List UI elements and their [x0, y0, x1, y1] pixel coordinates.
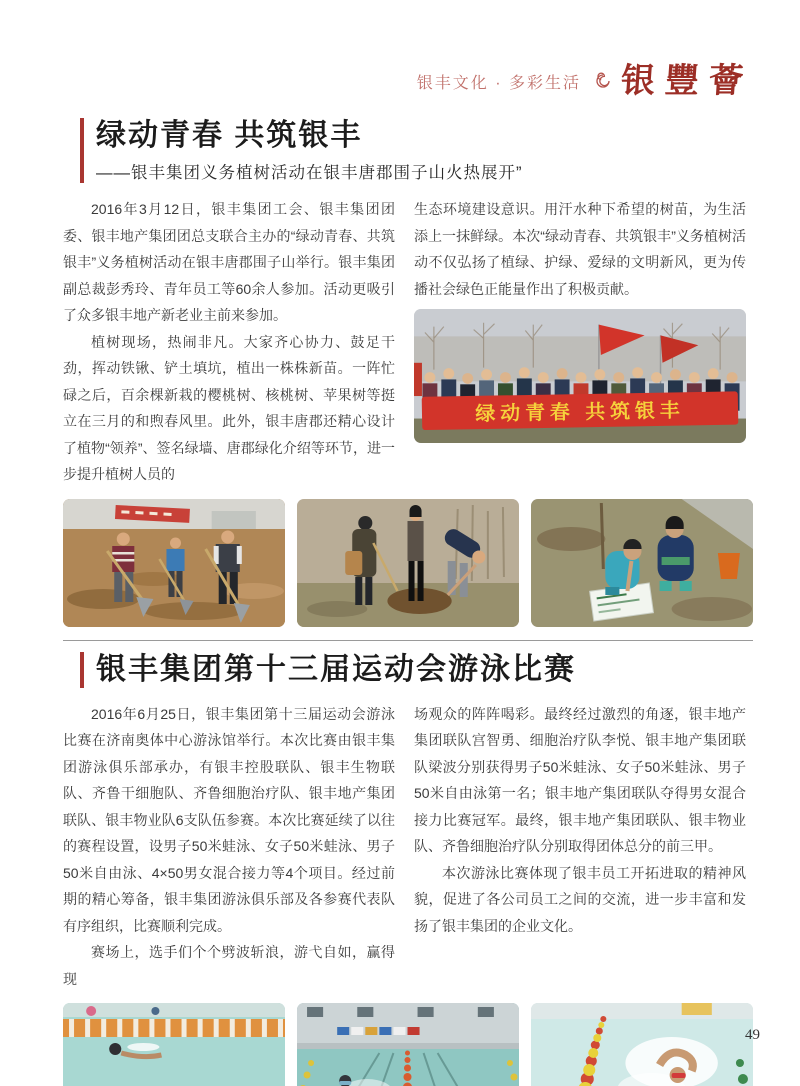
paragraph: 植树现场，热闹非凡。大家齐心协力、鼓足干劲，挥动铁锹、铲土填坑，植出一株株新苗。一阵忙碌之后，百余棵新栽的樱桃树、核桃树、苹果树等挺立在三月的和煦春风里。此外，银丰唐郡还精心设计了植物“领养”、签名绿墙、唐郡绿化介绍等环节，进一步提升植树人员的 — [63, 333, 395, 482]
photo-butterfly-swimmer — [63, 1003, 285, 1086]
photo-group-banner — [414, 309, 746, 443]
article1-body — [63, 196, 753, 488]
article1-title: 绿动青春 共筑银丰 — [96, 119, 363, 152]
magazine-tagline: 银丰文化 · 多彩生活 — [416, 74, 581, 92]
section-divider — [63, 640, 753, 641]
masthead — [63, 58, 753, 104]
article1-title-block — [80, 118, 753, 183]
page-content — [63, 58, 753, 1086]
paragraph: 2016年3月12日，银丰集团工会、银丰集团团委、银丰地产集团团总支联合主办的“绿动青春、共筑银丰”义务植树活动在银丰唐郡围子山举行。银丰集团副总裁彭秀玲、青年员工等60余人参加。活动更吸引了众多银丰地产新老业主前来参加。 — [63, 201, 395, 323]
background-swimmer — [109, 1043, 161, 1057]
paragraph: 生态环境建设意识。用汗水种下希望的树苗，为生活添上一抹鲜绿。本次“绿动青春、共筑银丰”义务植树活动不仅弘扬了植绿、护绿、爱绿的文明新风，更为传播社会绿色正能量作出了积极贡献。 — [414, 201, 746, 297]
article1-photo-row — [63, 499, 753, 627]
banner-text: 绿动青春 共筑银丰 — [475, 399, 685, 426]
banner — [422, 391, 739, 430]
article1-right-column — [414, 196, 746, 488]
photo-planting-sapling — [297, 499, 519, 627]
pink-swim-cap — [86, 1006, 96, 1016]
photo-pool-lanes — [297, 1003, 519, 1086]
photo-digging-shovels — [63, 499, 285, 627]
paragraph: 场观众的阵阵喝彩。最终经过激烈的角逐，银丰地产集团联队宫智勇、细胞治疗队李悦、银丰地产集团联队梁波分别获得男子50米蛙泳、女子50米蛙泳、男子50米自由泳第一名；银丰地产集团联队夺得男女混合接力比赛冠军。最终，银丰地产集团联队、银丰物业队、齐鲁细胞治疗队分别取得团体总分的前三甲。 — [414, 705, 746, 854]
pool-railing — [63, 1019, 285, 1037]
article2-left-column — [63, 701, 395, 993]
article2-title: 银丰集团第十三届运动会游泳比赛 — [96, 652, 576, 686]
paragraph: 赛场上，选手们个个劈波斩浪，游弋自如，赢得现 — [63, 944, 395, 987]
article2-photo-row — [63, 1003, 753, 1086]
article1-subtitle: ——银丰集团义务植树活动在银丰唐郡围子山火热展开” — [96, 164, 523, 182]
photo-freestyle-swimmer — [531, 1003, 753, 1086]
article-tree-planting — [63, 118, 753, 627]
paragraph: 2016年6月25日，银丰集团第十三届运动会游泳比赛在济南奥体中心游泳馆举行。本次比赛由银丰集团游泳俱乐部承办，有银丰控股联队、银丰生物联队、齐鲁干细胞队、齐鲁细胞治疗队、银丰地产集团联队、银丰物业队6支队伍参赛。本次比赛延续了以往的赛程设置，设男子50米蛙泳、女子50米蛙泳、男子50米自由泳、4×50男女混合接力等4个项目。经过前期的精心筹备，银丰集团游泳俱乐部及各参赛代表队有序组织，比赛顺利完成。 — [63, 705, 395, 934]
paragraph: 本次游泳比赛体现了银丰员工开拓进取的精神风貌，促进了各公司员工之间的交流，进一步丰富和发扬了银丰集团的企业文化。 — [414, 864, 746, 934]
article2-right-column — [414, 701, 746, 993]
article2-title-block — [80, 652, 753, 688]
article1-left-column — [63, 196, 395, 488]
photo-kids-sign — [531, 499, 753, 627]
page-number: 49 — [745, 1027, 760, 1043]
swirl-icon — [593, 71, 613, 91]
article2-body — [63, 701, 753, 993]
magazine-logo: 银豐薈 — [619, 61, 755, 101]
article-swimming — [63, 652, 753, 1086]
orange-bucket — [718, 553, 740, 579]
